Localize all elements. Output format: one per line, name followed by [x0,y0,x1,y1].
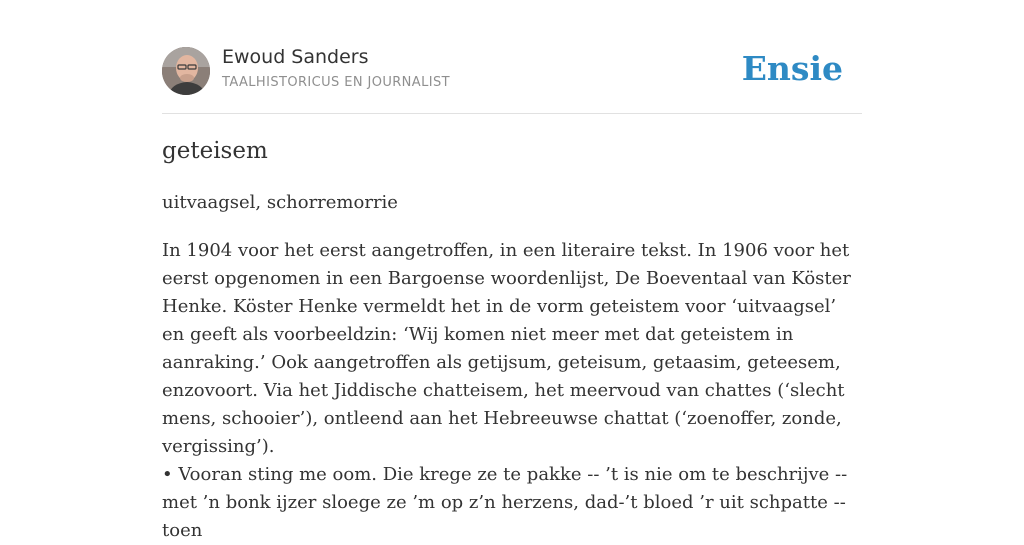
author-role: TAALHISTORICUS EN JOURNALIST [222,75,450,90]
entry-meaning: uitvaagsel, schorremorrie [162,192,398,213]
entry-term: geteisem [162,138,268,164]
entry-quote: • Vooran sting me oom. Die krege ze te pakke -- ’t is nie om te beschrijve -- met ’n bonk ijzer sloege ze ’m op z’n herzens, dad-’t bloed ’r uit schpatte -- toen [162,464,848,541]
ensie-logo[interactable]: Ensie [741,49,843,88]
avatar-portrait-icon [162,47,210,95]
author-avatar[interactable] [162,47,210,95]
entry-body: In 1904 voor het eerst aangetroffen, in een literaire tekst. In 1906 voor het eerst opgenomen in een Bargoense woordenlijst, De Boeventaal van Köster Henke. Köster Henke vermeldt het in de vorm geteistem voor ‘uitvaagsel’ en geeft als voorbeeldzin: ‘Wij komen niet meer met dat geteistem in aanraking.’ Ook aangetroffen als getijsum, geteisum, getaasim, geteesem, enzovoort. Via het Jiddische chatteisem, het meervoud van chattes (‘slecht mens, schooier’), ontleend aan het Hebreeuwse chattat (‘zoenoffer, zonde, vergissing’). [162,240,851,457]
author-name[interactable]: Ewoud Sanders [222,46,369,68]
page-container [162,0,862,541]
author-header [162,0,862,114]
